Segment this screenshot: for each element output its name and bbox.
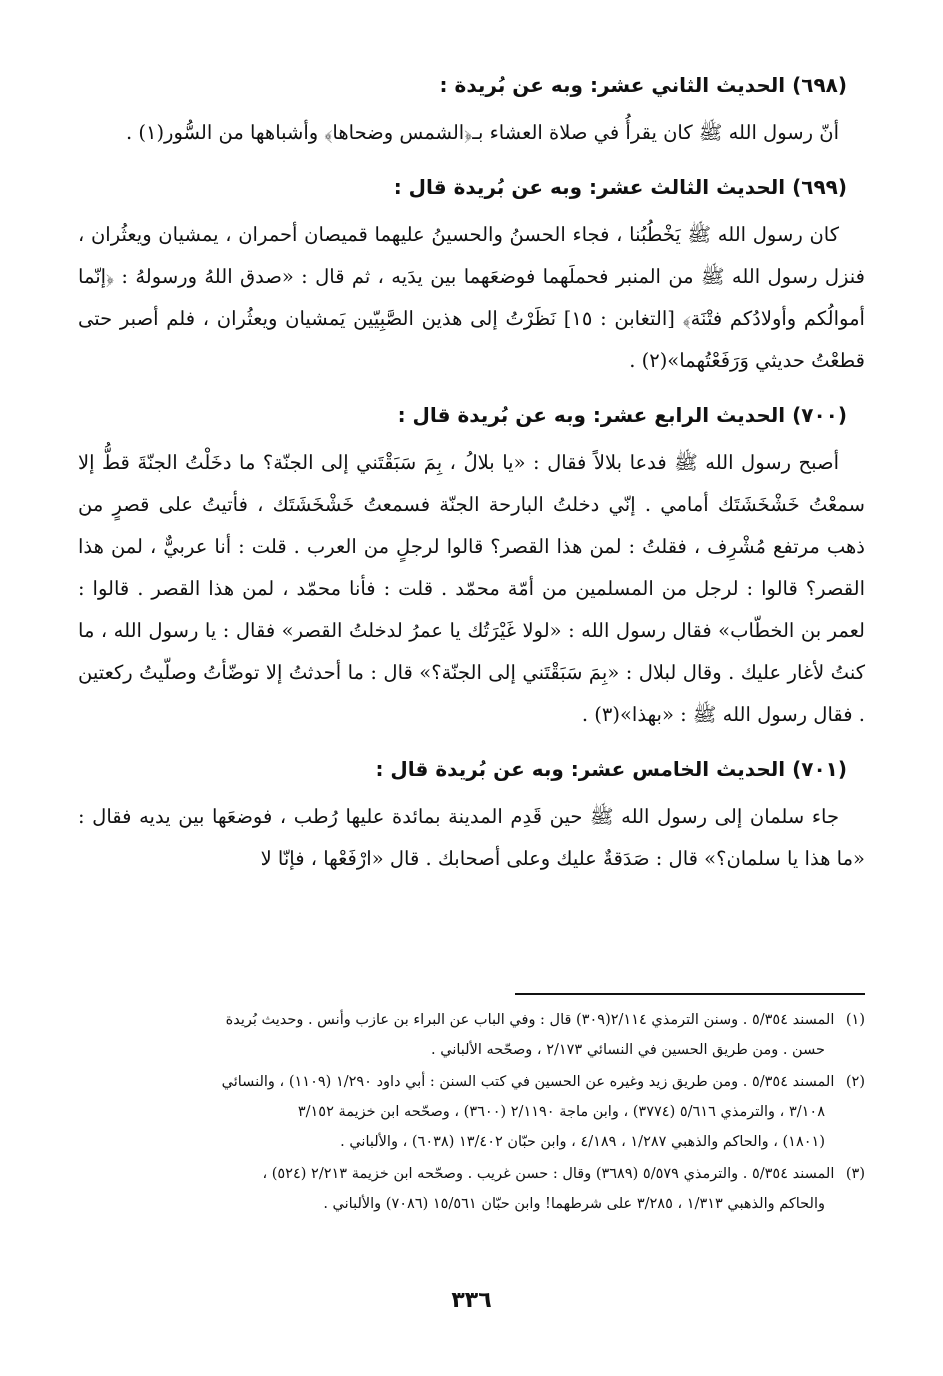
hadith-heading-label: (٦٩٨) الحديث الثاني عشر: — [589, 73, 847, 97]
hadith-heading-label: (٧٠٠) الحديث الرابع عشر: — [592, 403, 847, 427]
footnote-number: (٣) — [845, 1166, 865, 1182]
hadith-heading-narrator: وبه عن بُريدة قال : — [397, 403, 593, 427]
footnote-continuation: حسن . ومن طريق الحسين في النسائي ٢/١٧٣ ، وصحّحه الألباني . — [431, 1042, 825, 1058]
hadith-heading-label: (٦٩٩) الحديث الثالث عشر: — [589, 175, 847, 199]
hadith-heading — [78, 168, 865, 206]
hadith-heading-label: (٧٠١) الحديث الخامس عشر: — [570, 757, 847, 781]
hadith-text: أصبح رسول الله ﷺ فدعا بلالاً فقال : «يا بلالُ ، بِمَ سَبَقْتَني إلى الجنّة؟ ما دخَلْتُ الجنّةَ قطُّ إلا سمعْتُ خَشْخَشَتَك أمامي . إنّي دخلتُ البارحة الجنّة فسمعتُ خَشْخَشَتَك ، فأتيتُ على قصرٍ من ذهب مرتفع مُشْرِف ، فقلتُ : لمن هذا القصر؟ قالوا لرجلٍ من العرب . قلت : أنا عربيٌّ ، لمن هذا القصر؟ قالوا : لرجل من المسلمين من أمّة محمّد . قلت : فأنا محمّد ، لمن هذا القصر . قالوا : لعمر بن الخطّاب» فقال رسول الله : «لولا غَيْرَتُك يا عمرُ لدخلتُ القصر» فقال : يا رسول الله ، ما كنتُ لأغار عليك . وقال لبلال : «بِمَ سَبَقْتَني إلى الجنّة؟» قال : ما أحدثتُ إلا توضّأتُ وصلّيتُ ركعتين . فقال رسول الله ﷺ : «بهذا»(٣) . — [78, 451, 865, 726]
page-number: ٣٣٦ — [451, 1288, 492, 1313]
hadith-heading — [78, 750, 865, 788]
footnote-number: (٢) — [845, 1074, 865, 1090]
footnote-continuation: ٣/١٠٨ ، والترمذي ٥/٦١٦ (٣٧٧٤) ، وابن ماجة ٢/١١٩٠ (٣٦٠٠) ، وصحّحه ابن خزيمة ٣/١٥٢ — [297, 1104, 825, 1120]
footnote-2 — [78, 1067, 865, 1157]
hadith-heading-narrator: وبه عن بُريدة قال : — [375, 757, 571, 781]
footnote-number: (١) — [845, 1012, 865, 1028]
hadith-heading-narrator: وبه عن بُريدة قال : — [393, 175, 590, 199]
footnote-continuation: (١٨٠١) ، والحاكم والذهبي ١/٢٨٧ ، ٤/١٨٩ ، وابن حبّان ١٣/٤٠٢ (٦٠٣٨) ، والألباني . — [340, 1134, 825, 1150]
footnote-3 — [78, 1159, 865, 1219]
hadith-heading — [78, 396, 865, 434]
hadith-699 — [78, 168, 865, 382]
hadith-text: كان رسول الله ﷺ يَخْطُبُنا ، فجاء الحسنُ والحسينُ عليهما قميصان أحمران ، يمشيان ويعثُران ، فنزل رسول الله ﷺ من المنبر فحملَهما فوضعَهما بين يدَيه ، ثم قال : «صدق اللهُ ورسولهُ : ﴿إنّما أموالُكم وأولادُكم فتْنَة﴾ [التغابن : ١٥] نَظَرْتُ إلى هذين الصَّبِيّين يَمشيان ويعثُران ، فلم أصبر حتى قطعْتُ حديثي وَرَفَعْتُهما»(٢) . — [78, 223, 865, 372]
hadith-698 — [78, 66, 865, 154]
footnotes — [78, 1005, 865, 1221]
footnote-divider — [515, 993, 865, 995]
hadith-701 — [78, 750, 865, 880]
hadith-heading — [78, 66, 865, 104]
footnote-1 — [78, 1005, 865, 1065]
hadith-text: جاء سلمان إلى رسول الله ﷺ حين قَدِم المدينة بمائدة عليها رُطب ، فوضعَها بين يديه فقال : «ما هذا يا سلمان؟» قال : صَدَقةٌ عليك وعلى أصحابك . قال «ارْفَعْها ، فإنّا لا — [78, 805, 865, 870]
footnote-continuation: والحاكم والذهبي ١/٣١٣ ، ٣/٢٨٥ على شرطهما! وابن حبّان ١٥/٥٦١ (٧٠٨٦) والألباني . — [323, 1196, 825, 1212]
hadith-700 — [78, 396, 865, 736]
footnote-text: المسند ٥/٣٥٤ . ومن طريق زيد وغيره عن الحسين في كتب السنن : أبي داود ١/٢٩٠ (١١٠٩) ، والنسائي — [221, 1074, 835, 1090]
hadith-text: أنّ رسول الله ﷺ كان يقرأُ في صلاة العشاء بـ﴿الشمس وضحاها﴾ وأشباهها من السُّور(١) . — [125, 121, 839, 144]
footnote-text: المسند ٥/٣٥٤ . وسنن الترمذي ٢/١١٤(٣٠٩) قال : وفي الباب عن البراء بن عازب وأنس . وحديث بُريدة — [225, 1012, 835, 1028]
hadith-heading-narrator: وبه عن بُريدة : — [439, 73, 590, 97]
footnote-text: المسند ٥/٣٥٤ . والترمذي ٥/٥٧٩ (٣٦٨٩) وقال : حسن غريب . وصحّحه ابن خزيمة ٢/٢١٣ (٥٢٤) ، — [262, 1166, 835, 1182]
